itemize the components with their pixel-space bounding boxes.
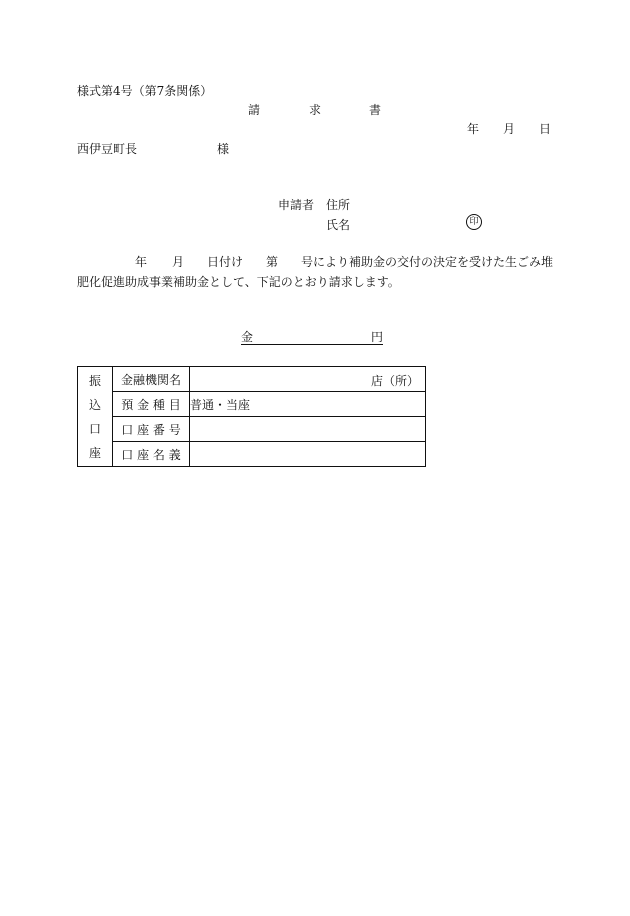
bank-name-field[interactable] xyxy=(190,367,426,392)
body-line1-rest: 号により補助金の交付の決定を受けた生ごみ堆 xyxy=(301,255,554,269)
title-char-2: 求 xyxy=(309,103,322,117)
deposit-type-value: 普通・当座 xyxy=(190,397,251,412)
side-char: 込 xyxy=(88,397,101,412)
account-table xyxy=(77,366,426,467)
transfer-account-label xyxy=(78,367,113,467)
date-year: 年 xyxy=(467,122,480,136)
addressee-honorific: 様 xyxy=(217,142,230,156)
addressee-name: 西伊豆町長 xyxy=(77,142,138,156)
applicant-name-label: 氏名 xyxy=(326,218,351,232)
branch-suffix: 店（所） xyxy=(370,374,419,388)
body-day: 日付け xyxy=(207,255,244,269)
title-char-3: 書 xyxy=(369,103,382,117)
body-year: 年 xyxy=(135,255,148,269)
form-number: 様式第4号（第7条関係） xyxy=(77,84,213,98)
bank-name-label: 金融機関名 xyxy=(113,367,190,392)
applicant-label: 申請者 xyxy=(278,198,315,212)
amount-line xyxy=(241,330,383,345)
deposit-type-field[interactable] xyxy=(190,392,426,417)
seal-mark: 印 xyxy=(466,214,482,230)
applicant-address-label: 住所 xyxy=(326,198,351,212)
title-char-1: 請 xyxy=(248,103,261,117)
side-char: 振 xyxy=(88,373,101,388)
account-number-label: 口 座 番 号 xyxy=(113,417,190,442)
deposit-type-label: 預 金 種 目 xyxy=(113,392,190,417)
account-holder-label: 口 座 名 義 xyxy=(113,442,190,467)
amount-prefix: 金 xyxy=(241,330,254,344)
body-number-prefix: 第 xyxy=(266,255,279,269)
account-holder-field[interactable] xyxy=(190,442,426,467)
account-number-field[interactable] xyxy=(190,417,426,442)
amount-suffix: 円 xyxy=(370,330,383,344)
side-char: 座 xyxy=(88,445,101,460)
body-month: 月 xyxy=(172,255,185,269)
date-day: 日 xyxy=(539,122,552,136)
body-line2: 肥化促進助成事業補助金として、下記のとおり請求します。 xyxy=(77,275,400,289)
date-month: 月 xyxy=(503,122,516,136)
side-char: 口 xyxy=(88,421,101,436)
